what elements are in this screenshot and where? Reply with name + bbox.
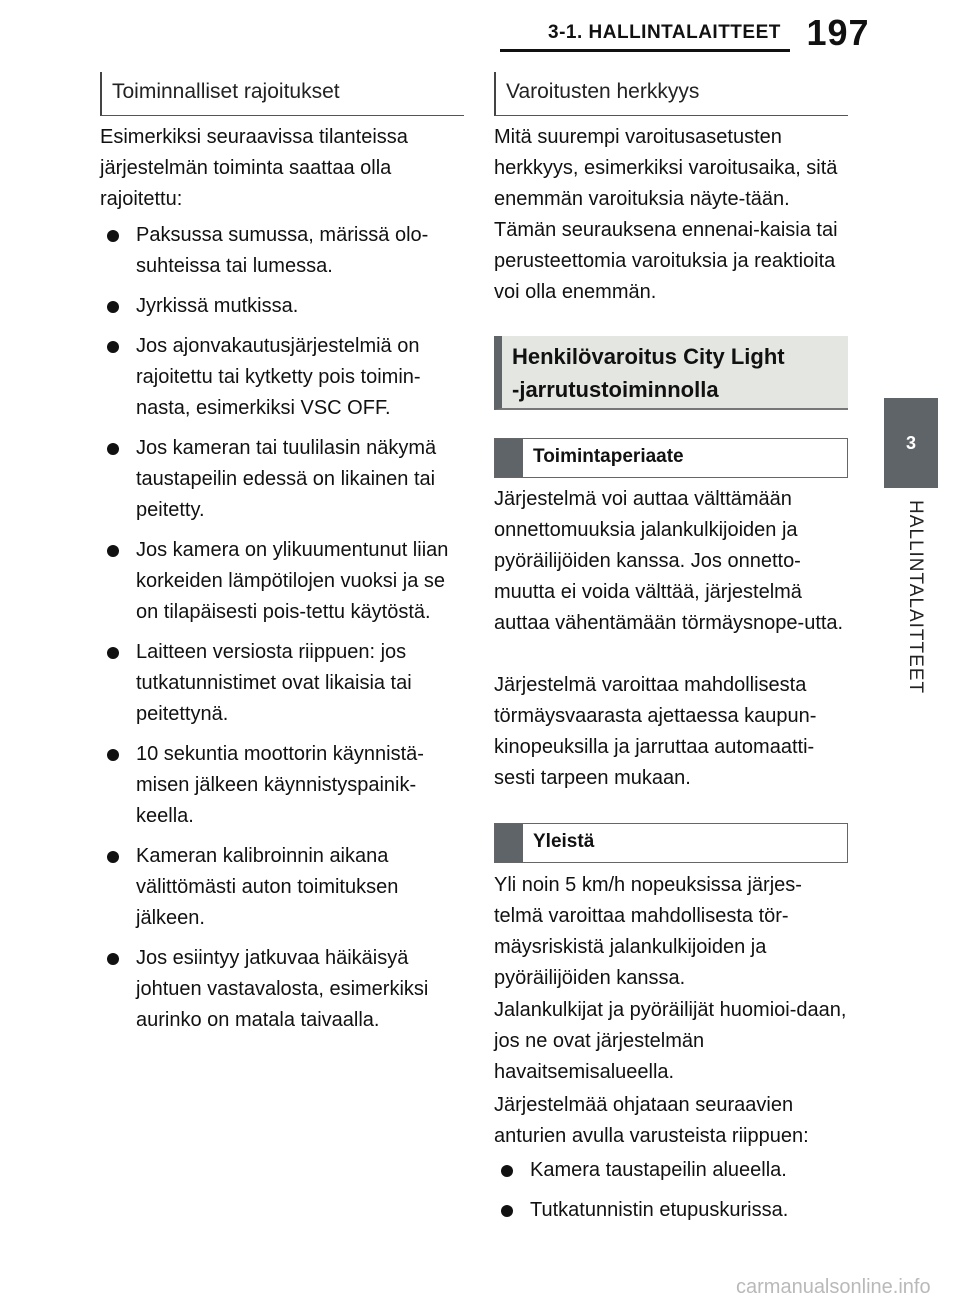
list-item: Kamera taustapeilin alueella. <box>494 1155 848 1186</box>
watermark: carmanualsonline.info <box>736 1276 931 1298</box>
heading-marker <box>495 824 523 862</box>
sensors-list <box>494 1155 848 1235</box>
list-item: Tutkatunnistin etupuskurissa. <box>494 1195 848 1226</box>
sensitivity-text: Mitä suurempi varoitusasetusten herkkyys, esimerkiksi varoitusaika, sitä enemmän varoituksia näyte-tään. Tämän seurauksena ennenai-kaisia tai perusteettomia varoituksia ja reaktioita voi olla enemmän. <box>494 126 838 303</box>
list-item: Laitteen versiosta riippuen: jos tutkatunnistimet ovat likaisia tai peitettynä. <box>100 637 464 730</box>
bullet-icon <box>107 341 119 353</box>
limitations-intro: Esimerkiksi seuraavissa tilanteissa järjestelmän toiminta saattaa olla rajoitettu: <box>100 126 408 210</box>
bullet-icon <box>501 1205 513 1217</box>
chapter-label: HALLINTALAITTEET <box>905 500 926 695</box>
heading-marker <box>495 439 523 477</box>
list-item: Jos kameran tai tuulilasin näkymä taustapeilin edessä on likainen tai peitetty. <box>100 433 464 526</box>
bullet-icon <box>107 647 119 659</box>
list-item: 10 sekuntia moottorin käynnistä-misen jälkeen käynnistyspainik-keella. <box>100 739 464 832</box>
bullet-icon <box>107 545 119 557</box>
bullet-icon <box>107 301 119 313</box>
list-item: Jos kamera on ylikuumentunut liian korkeiden lämpötilojen vuoksi ja se on tilapäisesti pois-tettu käytöstä. <box>100 535 464 628</box>
subheading-limitations: Toiminnalliset rajoitukset <box>100 72 464 116</box>
chapter-tab: 3 <box>884 398 938 488</box>
general-paragraph-2: Jalankulkijat ja pyöräilijät huomioi-daan, jos ne ovat järjestelmän havaitsemisalueella. <box>494 999 847 1083</box>
principle-paragraph-1: Järjestelmä voi auttaa välttämään onnettomuuksia jalankulkijoiden ja pyöräilijöiden kanssa. Jos onnetto-muutta ei voida välttää, järjestelmä auttaa vähentämään törmäysnope-utta. <box>494 488 844 634</box>
bullet-icon <box>107 851 119 863</box>
principle-paragraph-2: Järjestelmä varoittaa mahdollisesta törmäysvaarasta ajettaessa kaupun-kinopeuksilla ja jarruttaa automaatti-sesti tarpeen mukaan. <box>494 674 817 789</box>
bullet-icon <box>107 953 119 965</box>
bullet-icon <box>107 230 119 242</box>
list-item: Jos ajonvakautusjärjestelmiä on rajoitettu tai kytketty pois toimin-nasta, esimerkiksi VSC OFF. <box>100 331 464 424</box>
page-number: 197 <box>794 8 882 58</box>
bullet-icon <box>107 749 119 761</box>
section-title: 3-1. HALLINTALAITTEET <box>548 22 781 43</box>
header-rule <box>500 49 790 52</box>
list-item: Kameran kalibroinnin aikana välittömästi auton toimituksen jälkeen. <box>100 841 464 934</box>
limitations-list <box>100 220 464 1045</box>
bullet-icon <box>107 443 119 455</box>
list-item: Paksussa sumussa, märissä olo-suhteissa tai lumessa. <box>100 220 464 282</box>
section-heading-city-light: Henkilövaroitus City Light -jarrutustoiminnolla <box>494 336 848 410</box>
box-heading-general: Yleistä <box>494 823 848 863</box>
list-item: Jos esiintyy jatkuvaa häikäisyä johtuen vastavalosta, esimerkiksi aurinko on matala taivaalla. <box>100 943 464 1036</box>
bullet-icon <box>501 1165 513 1177</box>
subheading-sensitivity: Varoitusten herkkyys <box>494 72 848 116</box>
list-item: Jyrkissä mutkissa. <box>100 291 464 322</box>
general-paragraph-3: Järjestelmää ohjataan seuraavien anturien avulla varusteista riippuen: <box>494 1094 809 1147</box>
general-paragraph-1: Yli noin 5 km/h nopeuksissa järjes-telmä varoittaa mahdollisesta tör-mäysriskistä jalankulkijoiden ja pyöräilijöiden kanssa. <box>494 874 802 989</box>
box-heading-principle: Toimintaperiaate <box>494 438 848 478</box>
